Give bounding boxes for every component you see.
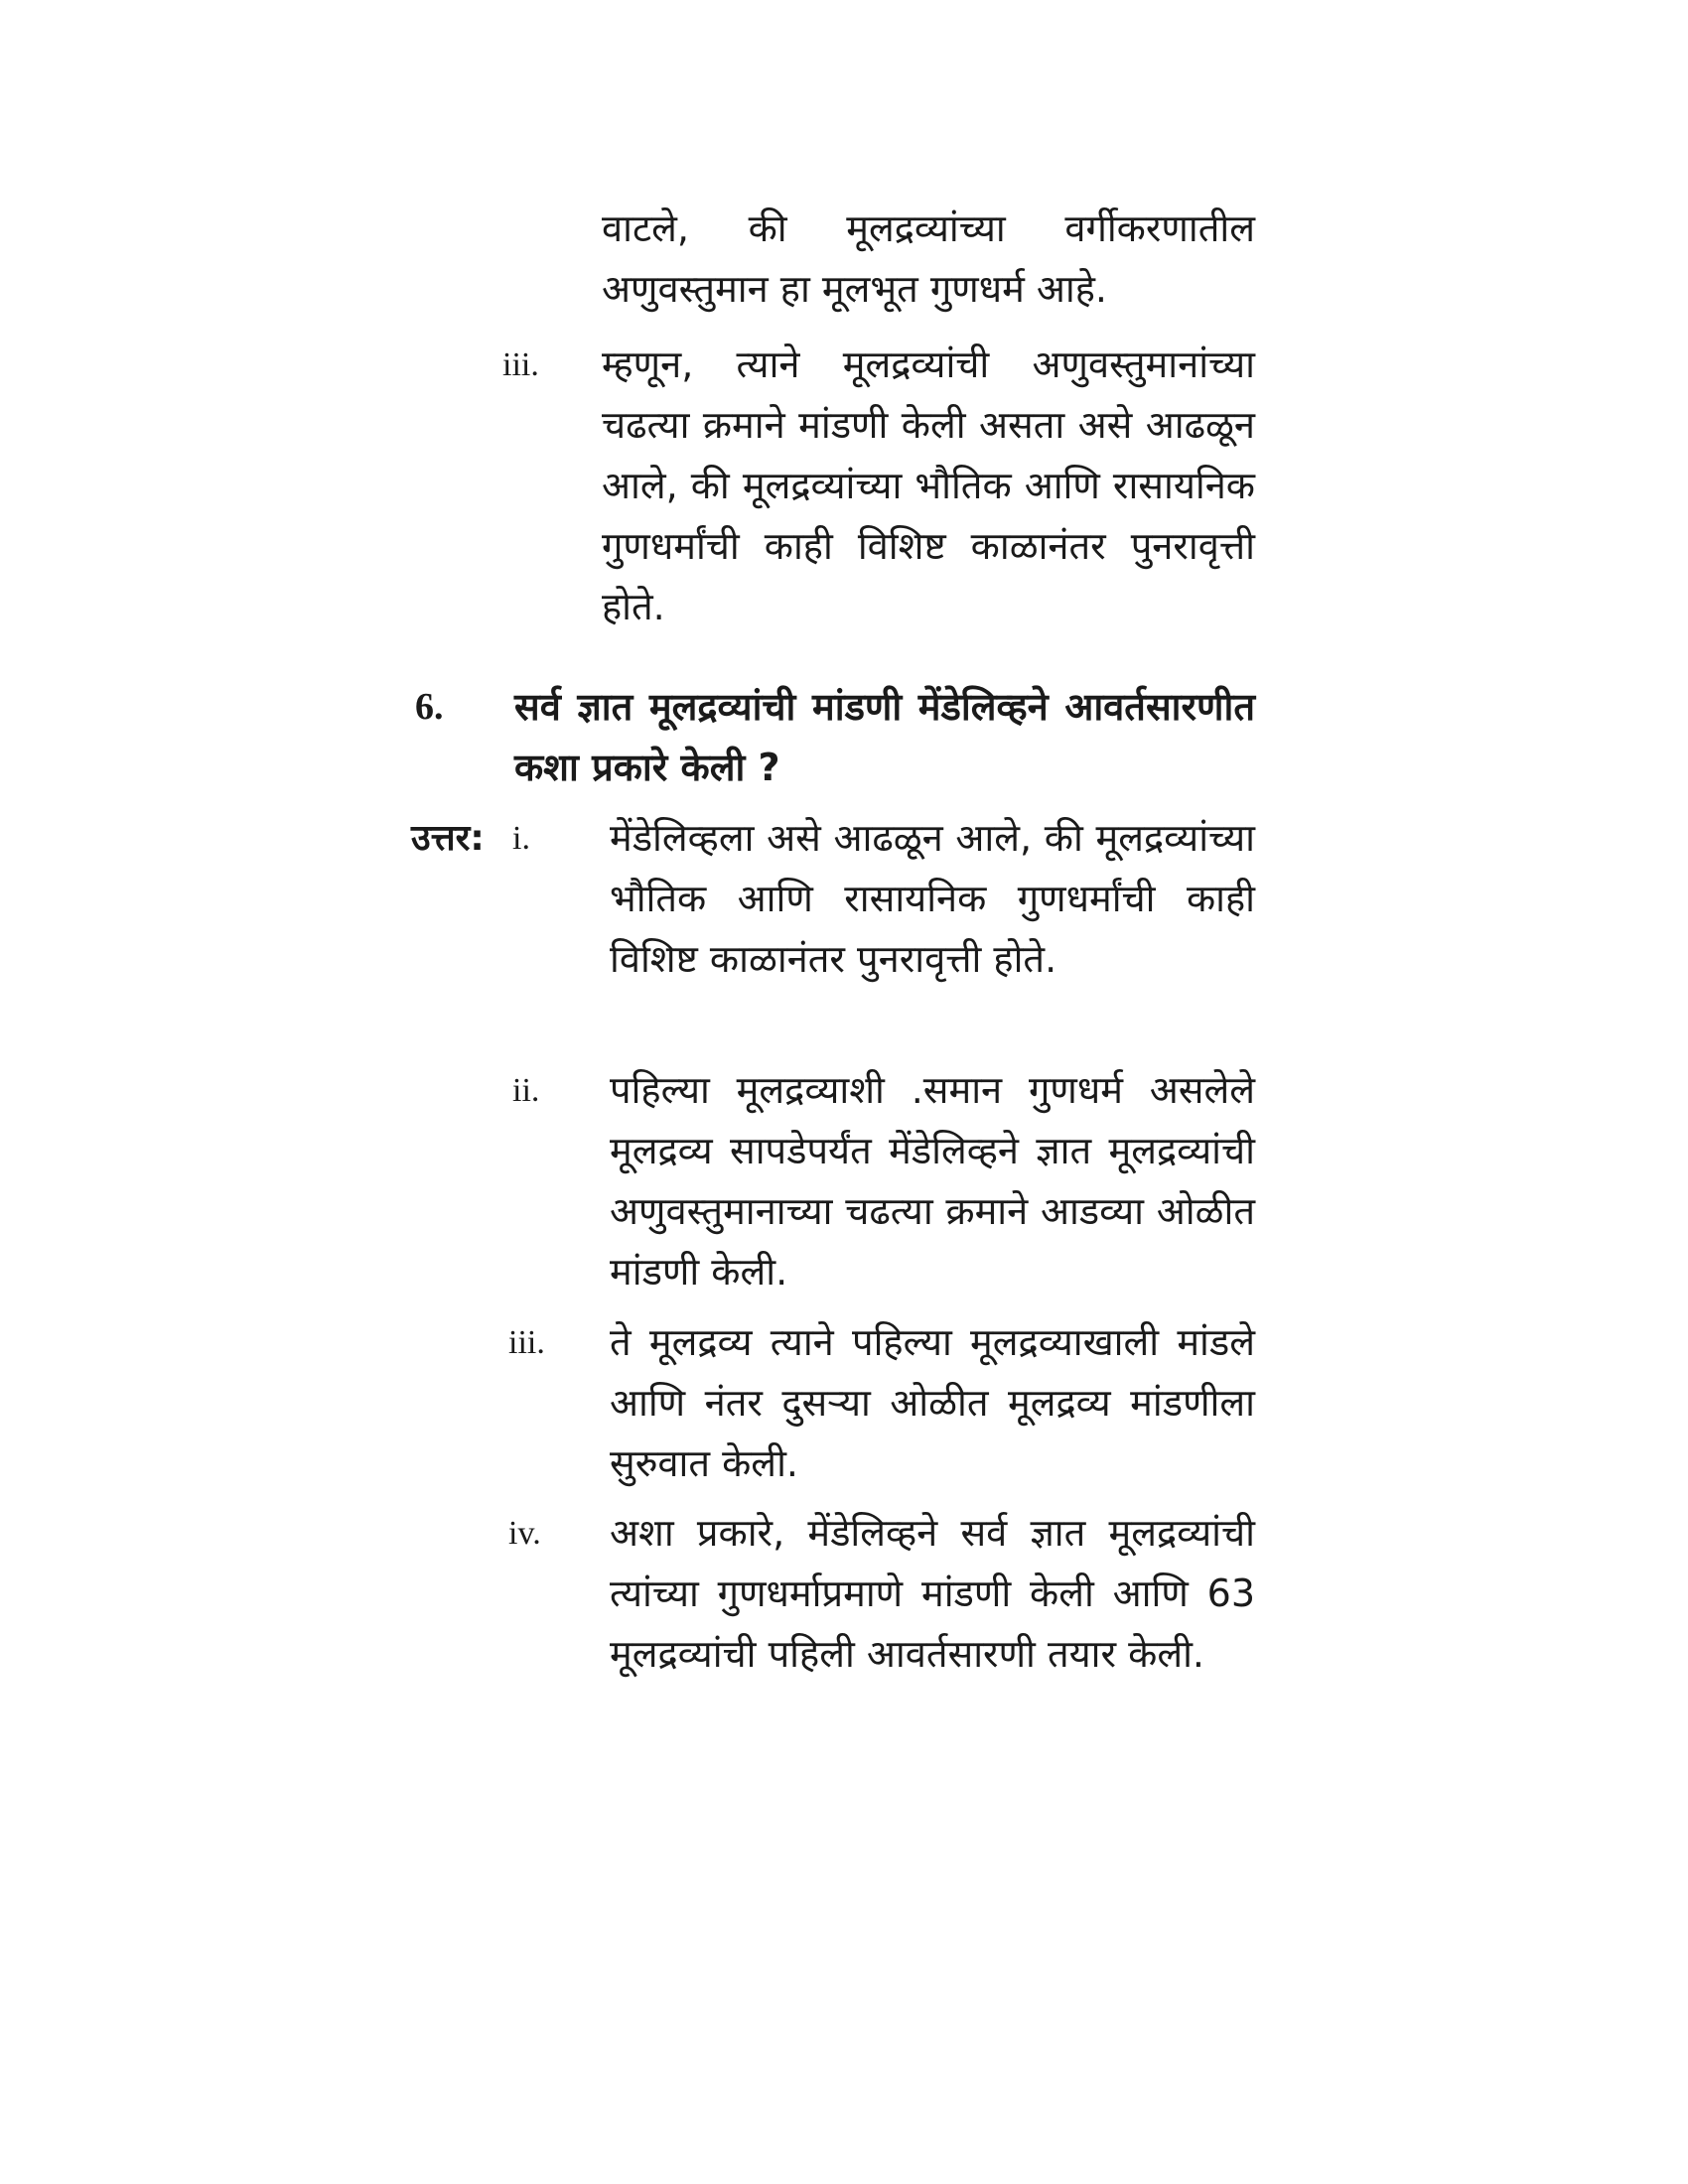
prev-item-marker: iii. — [502, 346, 539, 383]
question-number: 6. — [415, 686, 444, 728]
question-text: सर्व ज्ञात मूलद्रव्यांची मांडणी मेंडेलिव्हने आवर्तसारणीत कशा प्रकारे केली ? — [514, 685, 1255, 789]
answer-item-text: मेंडेलिव्हला असे आढळून आले, की मूलद्रव्यांच्या भौतिक आणि रासायनिक गुणधर्मांची काही विशिष्ट काळानंतर पुनरावृत्ती होते. — [610, 816, 1255, 981]
continuation-paragraph: वाटले, की मूलद्रव्यांच्या वर्गीकरणातील अणुवस्तुमान हा मूलभूत गुणधर्म आहे. — [602, 206, 1255, 311]
prev-item-text: म्हणून, त्याने मूलद्रव्यांची अणुवस्तुमानांच्या चढत्या क्रमाने मांडणी केली असता असे आढळून आले, की मूलद्रव्यांच्या भौतिक आणि रासायनिक गुणधर्मांची काही विशिष्ट काळानंतर पुनरावृत्ती होते. — [602, 342, 1255, 628]
answer-item-marker: ii. — [512, 1072, 540, 1109]
answer-item-text: पहिल्या मूलद्रव्याशी .समान गुणधर्म असलेले मूलद्रव्य सापडेपर्यंत मेंडेलिव्हने ज्ञात मूलद्रव्यांची अणुवस्तुमानाच्या चढत्या क्रमाने आडव्या ओळीत मांडणी केली. — [610, 1068, 1255, 1294]
answer-label: उत्तर: — [411, 818, 485, 859]
answer-item-marker: iii. — [508, 1324, 545, 1361]
answer-item-text: ते मूलद्रव्य त्याने पहिल्या मूलद्रव्याखाली मांडले आणि नंतर दुसऱ्या ओळीत मूलद्रव्य मांडणीला सुरुवात केली. — [610, 1320, 1255, 1485]
answer-item-marker: iv. — [508, 1515, 541, 1552]
answer-item-marker: i. — [512, 820, 530, 857]
answer-item-text: अशा प्रकारे, मेंडेलिव्हने सर्व ज्ञात मूलद्रव्यांची त्यांच्या गुणधर्माप्रमाणे मांडणी केली आणि 63 मूलद्रव्यांची पहिली आवर्तसारणी तयार केली. — [610, 1511, 1255, 1676]
